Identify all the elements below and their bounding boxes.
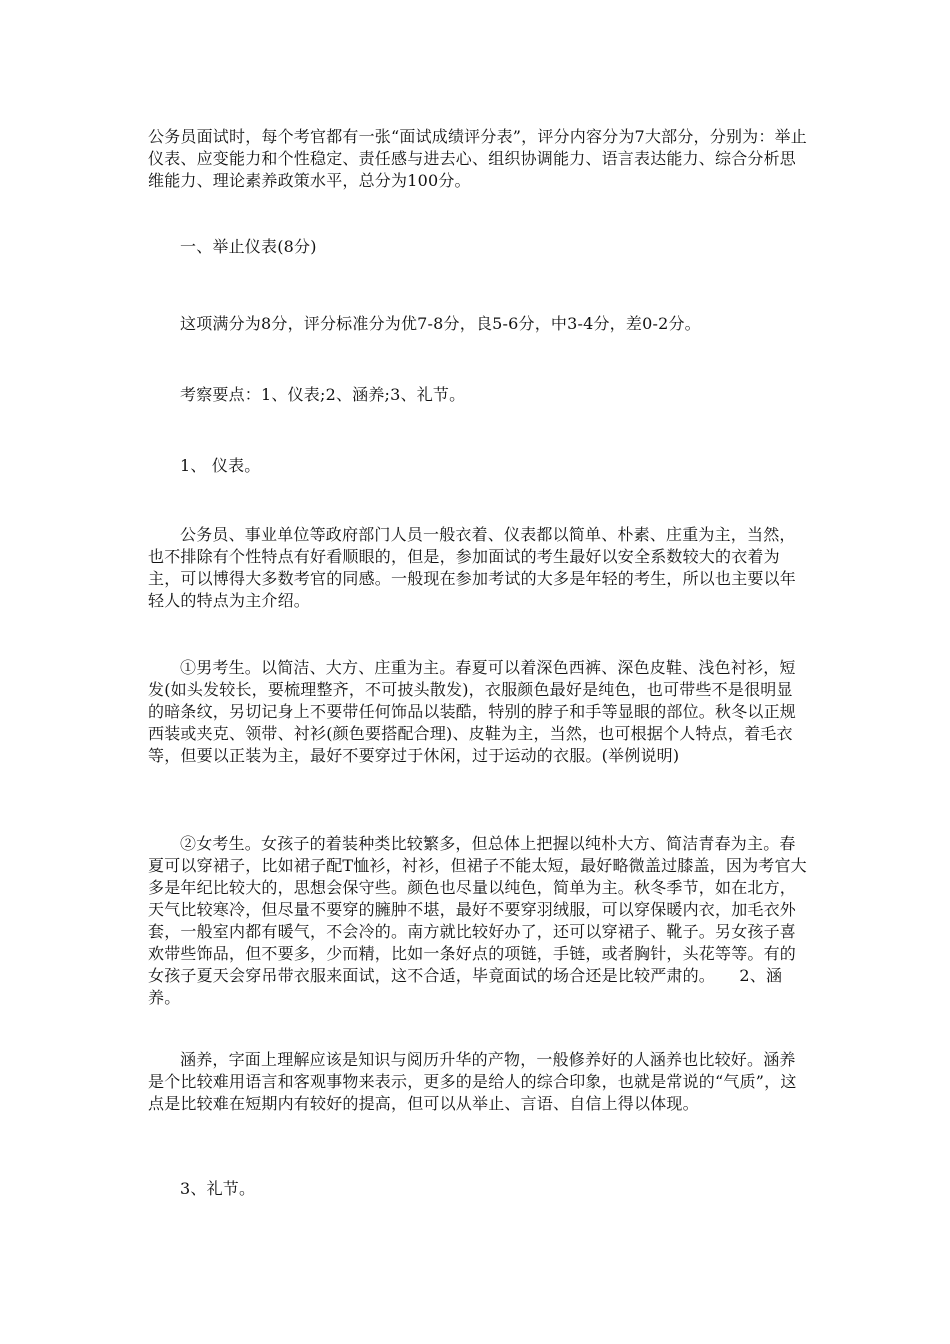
female-candidates-paragraph: ②女考生。女孩子的着装种类比较繁多，但总体上把握以纯朴大方、简洁青春为主。春夏可以穿裙子，比如裙子配T恤衫，衬衫，但裙子不能太短，最好略微盖过膝盖，因为考官大多是年纪比较大的，思想会保守些。颜色也尽量以纯色，简单为主。秋冬季节，如在北方，天气比较寒冷，但尽量不要穿的臃肿不堪，最好不要穿羽绒服，可以穿保暖内衣，加毛衣外套，一般室内都有暖气，不会冷的。南方就比较好办了，还可以穿裙子、靴子。另女孩子喜欢带些饰品，但不要多，少而精，比如一条好点的项链，手链，或者胸针，头花等等。有的女孩子夏天会穿吊带衣服来面试，这不合适，毕竟面试的场合还是比较严肃的。 2、涵养。 [148,834,807,1007]
section-heading-appearance: 一、举止仪表(8分) [180,237,317,256]
cultivation-paragraph: 涵养，字面上理解应该是知识与阅历升华的产物，一般修养好的人涵养也比较好。涵养是个比较难用语言和客观事物来表示，更多的是给人的综合印象，也就是常说的“气质”，这点是比较难在短期内有较好的提高，但可以从举止、言语、自信上得以体现。 [148,1050,797,1113]
score-standard-paragraph: 这项满分为8分，评分标准分为优7-8分，良5-6分，中3-4分，差0-2分。 [180,314,701,333]
male-candidates-paragraph: ①男考生。以简洁、大方、庄重为主。春夏可以着深色西裤、深色皮鞋、浅色衬衫，短发(如头发较长，要梳理整齐，不可披头散发)，衣服颜色最好是纯色，也可带些不是很明显的暗条纹，另切记身上不要带任何饰品以装酷，特别的脖子和手等显眼的部位。秋冬以正规西装或夹克、领带、衬衫(颜色要搭配合理)、皮鞋为主，当然，也可根据个人特点，着毛衣等，但要以正装为主，最好不要穿过于休闲，过于运动的衣服。(举例说明) [148,658,797,765]
intro-paragraph: 公务员面试时，每个考官都有一张“面试成绩评分表”，评分内容分为7大部分，分别为：举止仪表、应变能力和个性稳定、责任感与进去心、组织协调能力、语言表达能力、综合分析思维能力、理论素养政策水平，总分为100分。 [148,127,807,190]
appearance-general-paragraph: 公务员、事业单位等政府部门人员一般衣着、仪表都以简单、朴素、庄重为主，当然，也不排除有个性特点有好看顺眼的，但是，参加面试的考生最好以安全系数较大的衣着为主，可以博得大多数考官的同感。一般现在参加考试的大多是年轻的考生，所以也主要以年轻人的特点为主介绍。 [148,525,797,610]
key-points-paragraph: 考察要点：1、仪表;2、涵养;3、礼节。 [180,385,466,404]
subheading-appearance: 1、 仪表。 [180,456,261,475]
subheading-etiquette: 3、礼节。 [180,1179,256,1198]
